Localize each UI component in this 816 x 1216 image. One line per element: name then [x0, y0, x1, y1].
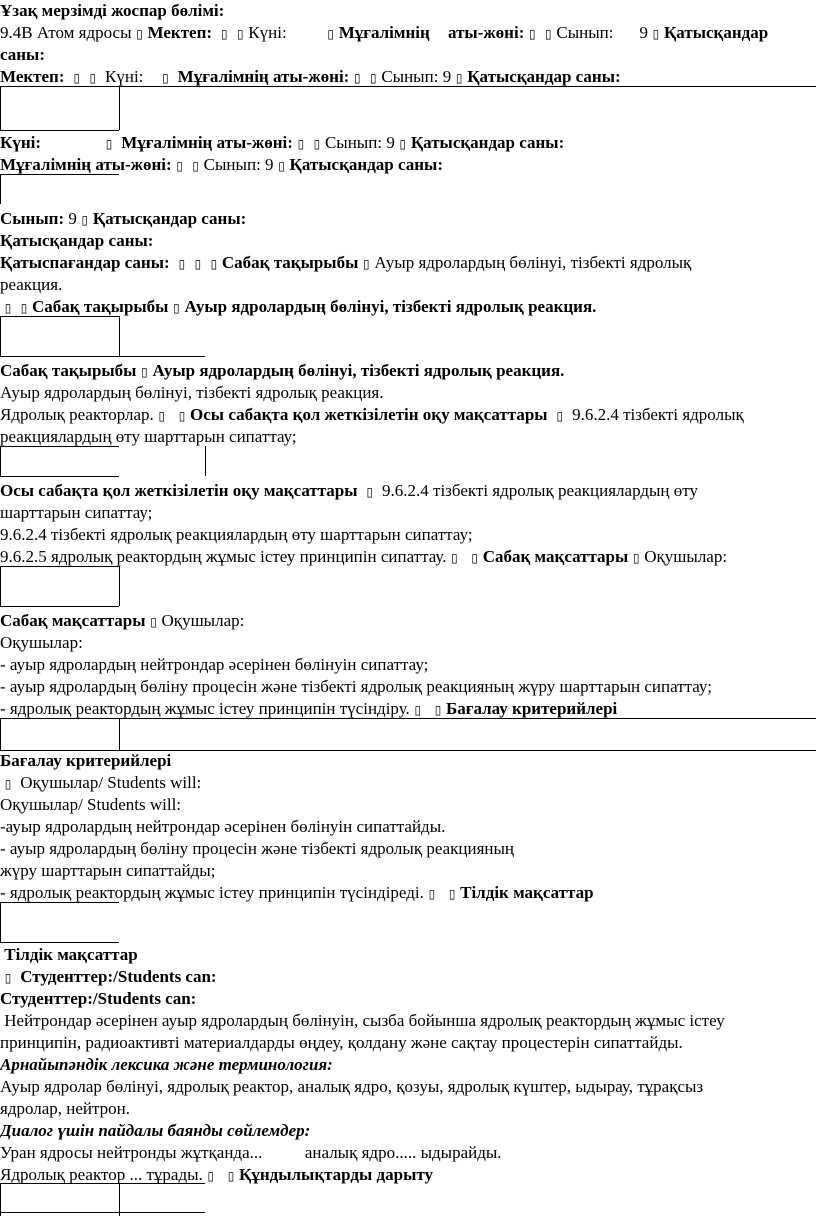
placeholder-glyph-icon: ▯: [4, 301, 12, 315]
placeholder-glyph-icon: ▯: [158, 409, 166, 423]
table-rule: [0, 566, 119, 567]
teacher-label: Мұғалімнің аты-жөні:: [177, 67, 350, 86]
table-rule: [0, 566, 1, 606]
placeholder-glyph-icon: ▯: [652, 27, 660, 41]
absent-row: [0, 252, 691, 275]
class-value: 9: [639, 23, 648, 42]
placeholder-glyph-icon: ▯: [451, 551, 458, 565]
placeholder-glyph-icon: ▯: [529, 27, 536, 41]
placeholder-glyph-icon: ▯: [297, 137, 305, 151]
placeholder-glyph-icon: ▯: [354, 71, 361, 85]
vocabulary-text: Ауыр ядролар бөлінуі, ядролық реактор, аналық ядро, қозуы, ядролық күштер, ыдырау, тұрақсыз: [0, 1077, 704, 1096]
teacher-label: Мұғалімнің аты-жөні:: [338, 23, 525, 42]
attendance-label: Қатысқандар саны:: [289, 155, 443, 174]
students-can-row: [0, 966, 217, 989]
goal-item: - ауыр ядролардың нейтрондар әсерінен бөлінуін сипаттау;: [0, 655, 429, 674]
class-value: 9: [386, 133, 395, 152]
class-value: 9: [68, 209, 77, 228]
students-can-label: Студенттер:/Students can:: [0, 989, 197, 1008]
table-rule: [0, 446, 119, 447]
criteria-item: -ауыр ядролардың нейтрондар әсерінен бөлінуін сипаттайды.: [0, 817, 446, 836]
table-rule: [0, 1183, 205, 1184]
placeholder-glyph-icon: ▯: [207, 1169, 215, 1183]
table-rule: [0, 174, 1, 204]
placeholder-glyph-icon: ▯: [236, 27, 244, 41]
table-rule: [0, 476, 119, 477]
placeholder-glyph-icon: ▯: [162, 71, 169, 85]
long-term-section-label: Ұзақ мерзімді жоспар бөлімі:: [0, 1, 225, 20]
class-value: 9: [265, 155, 274, 174]
placeholder-glyph-icon: ▯: [428, 887, 436, 901]
objective-text-end: шарттарын сипаттау;: [0, 503, 153, 522]
goals-label: Сабақ мақсаттары: [482, 547, 629, 566]
topic-label: Сабақ тақырыбы: [221, 253, 359, 272]
placeholder-glyph-icon: ▯: [178, 409, 186, 423]
teacher-label: Мұғалімнің аты-жөні:: [0, 155, 172, 174]
table-rule: [0, 174, 119, 175]
objectives-label: Осы сабақта қол жеткізілетін оқу мақсаттары: [190, 405, 548, 424]
attendance-label: Қатысқандар саны:: [0, 231, 154, 250]
table-rule: [0, 316, 1, 356]
placeholder-glyph-icon: ▯: [313, 137, 321, 151]
table-rule: [119, 718, 120, 750]
placeholder-glyph-icon: ▯: [363, 257, 370, 271]
objective-1: 9.6.2.4 тізбекті ядролық реакциялардың өту шарттарын сипаттау;: [0, 525, 473, 544]
placeholder-glyph-icon: ▯: [227, 1169, 235, 1183]
objective-text: 9.6.2.4 тізбекті ядролық реакциялардың өту: [382, 481, 698, 500]
unit-name: 9.4В Атом ядросы: [0, 23, 132, 42]
table-rule: [0, 902, 1, 942]
criteria-students: Оқушылар/ Students will:: [0, 795, 182, 814]
placeholder-glyph-icon: ▯: [176, 159, 183, 173]
topic-row: [0, 360, 564, 383]
placeholder-glyph-icon: ▯: [81, 213, 89, 227]
criteria-label: Бағалау критерийлері: [446, 699, 618, 718]
attendance-label: Қатысқандар саны:: [92, 209, 247, 228]
objectives-label: Осы сабақта қол жеткізілетін оқу мақсаттары: [0, 481, 358, 500]
header-row-5: Сынып: 9 ▯ Қатысқандар саны:: [0, 208, 246, 231]
placeholder-glyph-icon: ▯: [370, 71, 377, 85]
goals-label: Сабақ мақсаттары: [0, 611, 146, 630]
school-label: Мектеп:: [147, 23, 213, 42]
school-label: Мектеп:: [0, 67, 65, 86]
vocabulary-label: Арнайыпәндік лексика және терминология:: [0, 1055, 333, 1074]
table-rule: [0, 902, 119, 903]
date-label: Күні:: [248, 23, 287, 42]
header-row-2: Мектеп: ▯ ▯ Күні: ▯ Мұғалімнің аты-жөні: ▯ ▯ Сынып: 9 ▯ Қатысқандар саны:: [0, 66, 621, 89]
vocabulary-text: ядролар, нейтрон.: [0, 1099, 130, 1118]
criteria-item: жүру шарттарын сипаттайды;: [0, 861, 216, 880]
placeholder-glyph-icon: ▯: [173, 301, 180, 315]
placeholder-glyph-icon: ▯: [434, 703, 442, 717]
placeholder-glyph-icon: ▯: [4, 971, 12, 985]
table-rule: [0, 1212, 205, 1213]
criteria-item: - ауыр ядролардың бөліну процесін және тізбекті ядролық реакцияның: [0, 839, 515, 858]
placeholder-glyph-icon: ▯: [192, 159, 199, 173]
dialog-label: Диалог үшін пайдалы баянды сөйлемдер:: [0, 1121, 311, 1140]
topic-label: Сабақ тақырыбы: [32, 297, 169, 316]
placeholder-glyph-icon: ▯: [4, 777, 12, 791]
reactors-text: Ядролық реакторлар.: [0, 405, 154, 424]
objective-2: 9.6.2.5 ядролық реактордың жұмыс істеу принципін сипаттау.: [0, 547, 447, 566]
table-rule: [0, 130, 119, 131]
dialog-sentence: Ядролық реактор ... тұрады.: [0, 1165, 203, 1184]
criteria-label: Бағалау критерийлері: [0, 751, 172, 770]
table-rule: [0, 356, 205, 357]
topic-text-tail: реакция.: [0, 275, 63, 294]
class-value: 9: [442, 67, 452, 86]
placeholder-glyph-icon: ▯: [150, 615, 157, 629]
placeholder-glyph-icon: ▯: [178, 257, 186, 271]
table-rule: [0, 942, 119, 943]
attendance-label: Қатысқандар: [663, 23, 769, 42]
placeholder-glyph-icon: ▯: [278, 159, 285, 173]
topic-text: Ауыр ядролардың бөлінуі, тізбекті ядролық: [374, 253, 692, 272]
students-can-label: Студенттер:/Students can:: [20, 967, 217, 986]
language-label: Тілдік мақсаттар: [0, 945, 138, 964]
placeholder-glyph-icon: ▯: [399, 137, 407, 151]
placeholder-glyph-icon: ▯: [556, 409, 564, 423]
placeholder-glyph-icon: ▯: [455, 71, 463, 85]
placeholder-glyph-icon: ▯: [210, 257, 218, 271]
class-label: Сынып: [556, 23, 609, 42]
date-label: Күні:: [105, 67, 144, 86]
table-rule: [0, 86, 816, 87]
language-description: принципін, радиоактивті материалдарды өңдеу, қолдану және сақтау процестерін сипаттайды.: [0, 1033, 683, 1052]
placeholder-glyph-icon: ▯: [141, 365, 148, 379]
criteria-item: - ядролық реактордың жұмыс істеу принципін түсіндіреді.: [0, 883, 424, 902]
table-rule: [119, 316, 120, 356]
objective-text-tail: реакциялардың өту шарттарын сипаттау;: [0, 427, 297, 446]
class-label: Сынып: [0, 209, 59, 228]
absent-label: Қатыспағандар саны:: [0, 253, 170, 272]
table-rule: [0, 718, 816, 719]
table-rule: [0, 446, 1, 476]
placeholder-glyph-icon: ▯: [89, 71, 97, 85]
objective-text: 9.6.2.4 тізбекті ядролық: [572, 405, 744, 424]
header-row-3: Күні: ▯ Мұғалімнің аты-жөні: ▯ ▯ Сынып: 9 ▯ Қатысқандар саны:: [0, 132, 564, 155]
class-label: Сынып: [324, 133, 378, 152]
goal-item: - ядролық реактордың жұмыс істеу принципін түсіндіру.: [0, 699, 410, 718]
table-rule: [0, 606, 119, 607]
table-rule: [205, 446, 206, 476]
attendance-label: Қатысқандар саны:: [467, 67, 621, 86]
table-rule: [0, 316, 119, 317]
topic-label: Сабақ тақырыбы: [0, 361, 137, 380]
language-label: Тілдік мақсаттар: [460, 883, 594, 902]
goals-students: Оқушылар:: [161, 611, 245, 630]
table-rule: [119, 86, 120, 130]
placeholder-glyph-icon: ▯: [220, 27, 228, 41]
language-description: Нейтрондар әсерінен ауыр ядролардың бөлінуін, сызба бойынша ядролық реактордың жұмыс істеу: [0, 1011, 725, 1030]
attendance-label: Қатысқандар саны:: [410, 133, 565, 152]
placeholder-glyph-icon: ▯: [414, 703, 422, 717]
dialog-sentence: Уран ядросы нейтронды жұтқанда... аналық ядро..... ыдырайды.: [0, 1143, 502, 1162]
class-label: Сынып: [203, 155, 257, 174]
placeholder-glyph-icon: ▯: [73, 71, 81, 85]
placeholder-glyph-icon: ▯: [327, 27, 334, 41]
topic-text: Ауыр ядролардың бөлінуі, тізбекті ядролық реакция.: [184, 297, 597, 316]
class-label: Сынып: [381, 67, 434, 86]
placeholder-glyph-icon: ▯: [20, 301, 28, 315]
topic-plain: Ауыр ядролардың бөлінуі, тізбекті ядролық реакция.: [0, 383, 384, 402]
attendance-label-tail: саны:: [0, 45, 45, 64]
placeholder-glyph-icon: ▯: [632, 551, 640, 565]
placeholder-glyph-icon: ▯: [471, 551, 479, 565]
placeholder-glyph-icon: ▯: [448, 887, 456, 901]
table-rule: [0, 86, 1, 130]
criteria-students: Оқушылар/ Students will:: [20, 773, 202, 792]
criteria-students-row: [0, 772, 201, 795]
table-rule: [0, 718, 1, 750]
topic-text: Ауыр ядролардың бөлінуі, тізбекті ядролық реакция.: [152, 361, 565, 380]
objectives-row: [0, 480, 698, 503]
goals-students-label: Оқушылар:: [0, 633, 83, 652]
teacher-label: Мұғалімнің аты-жөні:: [121, 133, 293, 152]
placeholder-glyph-icon: ▯: [366, 485, 374, 499]
header-row-1: 9.4В Атом ядросы ▯ Мектеп: ▯ ▯ Күні: ▯ Мұғалімнің аты-жөні: ▯ ▯ Сынып: 9 ▯ Қатысқандар: [0, 22, 768, 45]
header-row-4: Мұғалімнің аты-жөні: ▯ ▯ Сынып: 9 ▯ Қатысқандар саны:: [0, 154, 443, 177]
goals-students: Оқушылар:: [644, 547, 728, 566]
date-label: Күні:: [0, 133, 42, 152]
placeholder-glyph-icon: ▯: [136, 27, 143, 41]
table-rule: [119, 566, 120, 606]
reactors-row: [0, 404, 744, 427]
placeholder-glyph-icon: ▯: [194, 257, 202, 271]
goals-row: [0, 610, 244, 633]
goal-item: - ауыр ядролардың бөліну процесін және тізбекті ядролық реакцияның жүру шарттарын сипаттау;: [0, 677, 712, 696]
values-label: Құндылықтарды дарыту: [239, 1165, 433, 1184]
placeholder-glyph-icon: ▯: [105, 137, 113, 151]
placeholder-glyph-icon: ▯: [545, 27, 552, 41]
